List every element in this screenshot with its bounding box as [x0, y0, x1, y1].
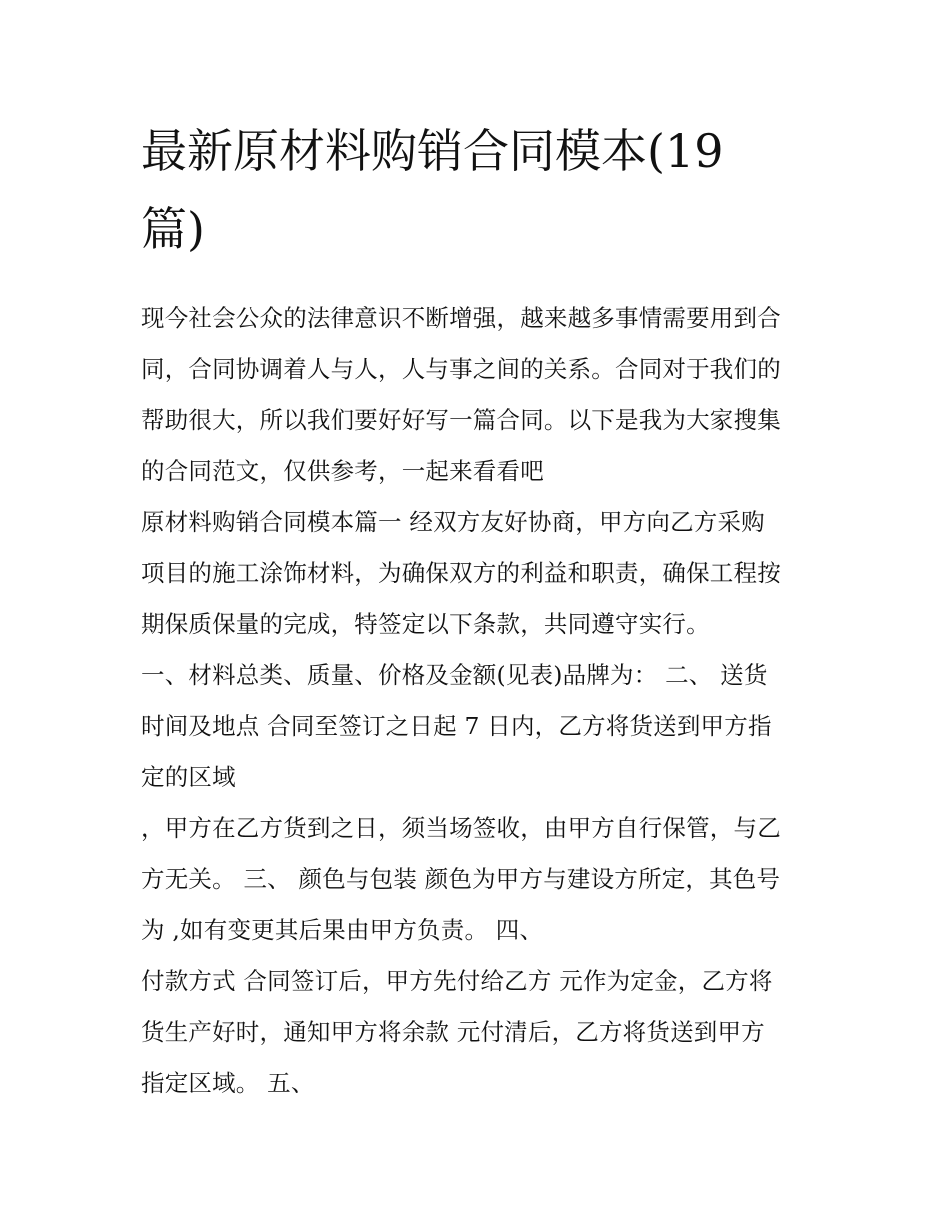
contract-paragraph-1: 原材料购销合同模本篇一 经双方友好协商，甲方向乙方采购 项目的施工涂饰材料，为确保双方的利益和职责，确保工程按 期保质保量的完成，特签定以下条款，共同遵守实行。 — [141, 508, 781, 638]
document-title — [141, 112, 831, 268]
intro-paragraph: 现今社会公众的法律意识不断增强，越来越多事情需要用到合 同，合同协调着人与人，人与事之间的关系。合同对于我们的 帮助很大，所以我们要好好写一篇合同。以下是我为大家搜集 的合同范文，仅供参考，一起来看看吧 — [141, 304, 781, 485]
contract-paragraph-4: 付款方式 合同签订后，甲方先付给乙方 元作为定金，乙方将 货生产好时，通知甲方将余款 元付清后，乙方将货送到甲方 指定区域。 五、 — [141, 967, 773, 1097]
document-page — [141, 112, 831, 1109]
document-title-line-2: 篇) — [141, 202, 205, 256]
contract-paragraph-2: 一、材料总类、质量、价格及金额(见表)品牌为： 二、 送货 时间及地点 合同至签订之日起 7 日内，乙方将货送到甲方指 定的区域 — [141, 661, 772, 791]
contract-paragraph-3: ，甲方在乙方货到之日，须当场签收，由甲方自行保管，与乙 方无关。 三、 颜色与包装 颜色为甲方与建设方所定，其色号 为 ,如有变更其后果由甲方负责。 四、 — [141, 814, 781, 944]
document-title-line-1: 最新原材料购销合同模本(19 — [141, 124, 724, 178]
